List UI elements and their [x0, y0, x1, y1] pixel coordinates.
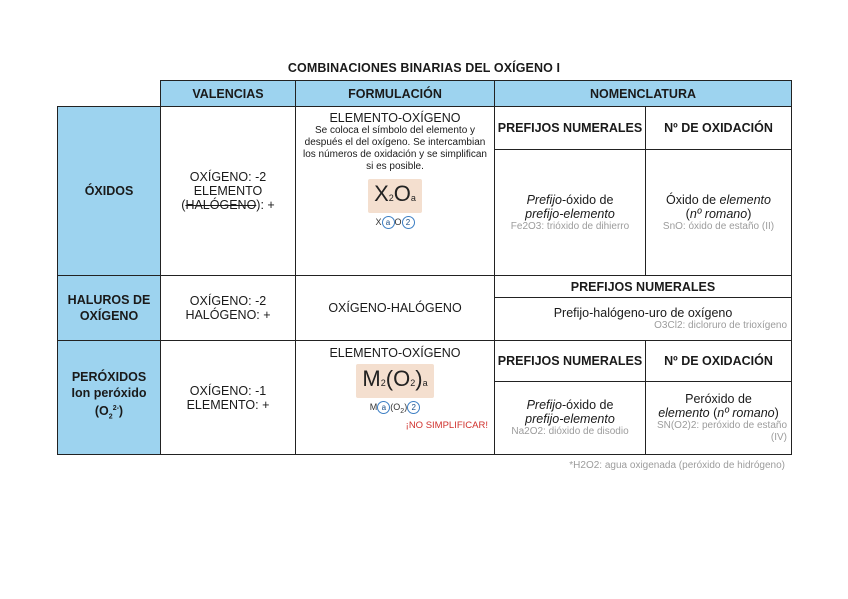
row-haluros-label: HALUROS DE OXÍGENO [58, 276, 161, 341]
peroxidos-prefijo-elemento-word: prefijo-elemento [525, 412, 615, 426]
header-formulacion: FORMULACIÓN [296, 81, 495, 107]
peroxidos-prefijo-word: Prefijo [526, 398, 562, 412]
haluros-prefijos-text: Prefijo-halógeno-uro de oxígeno [553, 306, 733, 320]
oxidos-formulacion [296, 107, 495, 276]
peroxidos-elemento-word: elemento [658, 406, 710, 420]
peroxide-ion-formula-image: $(O_2^{2-})$ [94, 404, 124, 421]
header-valencias: VALENCIAS [161, 81, 296, 107]
no-simplificar-warning: ¡NO SIMPLIFICAR! [405, 419, 488, 431]
peroxidos-oxidacion-example: SN(O2)2: peróxido de estaño (IV) [656, 420, 788, 443]
haluros-valencias [161, 276, 296, 341]
ion-peroxido-name: Ion peróxido [71, 386, 147, 401]
header-nomenclatura: NOMENCLATURA [495, 81, 792, 107]
haluros-prefijos-cell [495, 298, 792, 341]
oxidos-oxidacion-cell: Óxido de elemento (nº romano) SnO: óxido de estaño (II) [646, 150, 792, 276]
peroxidos-valencia-oxigeno: OXÍGENO: -1 [189, 383, 267, 398]
footnote: *H2O2: agua oxigenada (peróxido de hidrógeno) [569, 460, 785, 471]
row-oxidos-label: ÓXIDOS [58, 107, 161, 276]
oxidos-formula-text: Se coloca el símbolo del elemento y después el del oxígeno. Se intercambian los números de oxidación y se simplifican si es posible. [303, 125, 487, 172]
peroxidos-prefijos-cell [495, 382, 646, 455]
valence-a-icon: a [382, 216, 395, 229]
haluros-valencia-oxigeno: OXÍGENO: -2 [189, 294, 267, 308]
peroxidos-sub-oxidacion: Nº DE OXIDACIÓN [646, 341, 792, 382]
peroxido-de-label: Peróxido de [685, 392, 752, 406]
peroxidos-valencias [161, 341, 296, 455]
valence-2b-icon: 2 [407, 401, 420, 414]
oxido-de-word: -óxido de [562, 192, 614, 207]
peroxidos-oxidacion-cell: Peróxido de elemento (nº romano) SN(O2)2: peróxido de estaño (IV) [646, 382, 792, 455]
haluros-prefijos-example: O3Cl2: dicloruro de trioxígeno [654, 320, 788, 331]
prefijo-elemento-word: prefijo-elemento [525, 206, 615, 221]
page-title: COMBINACIONES BINARIAS DEL OXÍGENO I [287, 61, 561, 75]
haluros-formula-title: OXÍGENO-HALÓGENO [296, 276, 495, 341]
formula-x2oa-image: X2Oa [368, 179, 422, 213]
oxido-de-label: Óxido de [666, 192, 717, 207]
peroxide-valence-hint: M a $(O_2)$ 2 [296, 400, 494, 419]
formula-m2o2a-image: M2(O2)a [356, 364, 433, 398]
valence-2-icon: 2 [402, 216, 415, 229]
peroxidos-formulacion [296, 341, 495, 455]
haluros-sub-prefijos: PREFIJOS NUMERALES [495, 276, 792, 298]
oxidos-sub-prefijos: PREFIJOS NUMERALES [495, 107, 646, 150]
valence-a2-icon: a [377, 401, 390, 414]
peroxidos-oxido-de-word: -óxido de [562, 398, 614, 412]
halogeno-rest: ): + [256, 198, 275, 212]
oxygen-table [57, 80, 792, 455]
oxidos-valencias [161, 107, 296, 276]
oxidos-valencia-elemento: ELEMENTO [193, 184, 263, 198]
oxidos-prefijos-cell [495, 150, 646, 276]
oxidos-formula-title: ELEMENTO-OXÍGENO [329, 111, 461, 125]
oxidos-valencia-halogeno: (HALÓGENO): + [181, 198, 275, 212]
struck-halogeno: HALÓGENO [185, 198, 257, 212]
peroxidos-prefijos-example: Na2O2: dióxido de disodio [511, 426, 629, 437]
oxidos-valencia-oxigeno: OXÍGENO: -2 [189, 170, 267, 184]
peroxidos-romano-word: nº romano [717, 406, 775, 420]
formula-valence-hint: X a O 2 [296, 215, 494, 229]
haluros-valencia-halogeno: HALÓGENO: + [185, 308, 271, 322]
peroxidos-valencia-elemento: ELEMENTO: + [186, 397, 270, 412]
oxidos-oxidacion-example: SnO: óxido de estaño (II) [662, 220, 775, 232]
peroxidos-formula-image [296, 364, 494, 419]
oxidos-sub-oxidacion: Nº DE OXIDACIÓN [646, 107, 792, 150]
peroxidos-formula-title: ELEMENTO-OXÍGENO [329, 346, 461, 360]
oxidos-formula-image [296, 179, 494, 229]
romano-word: nº romano [689, 206, 748, 221]
row-peroxidos-label [58, 341, 161, 455]
oxidos-prefijos-example: Fe2O3: trióxido de dihierro [510, 220, 630, 232]
prefijo-word: Prefijo [526, 192, 562, 207]
peroxidos-name: PERÓXIDOS [71, 370, 147, 385]
elemento-word: elemento [719, 192, 771, 207]
peroxidos-sub-prefijos: PREFIJOS NUMERALES [495, 341, 646, 382]
